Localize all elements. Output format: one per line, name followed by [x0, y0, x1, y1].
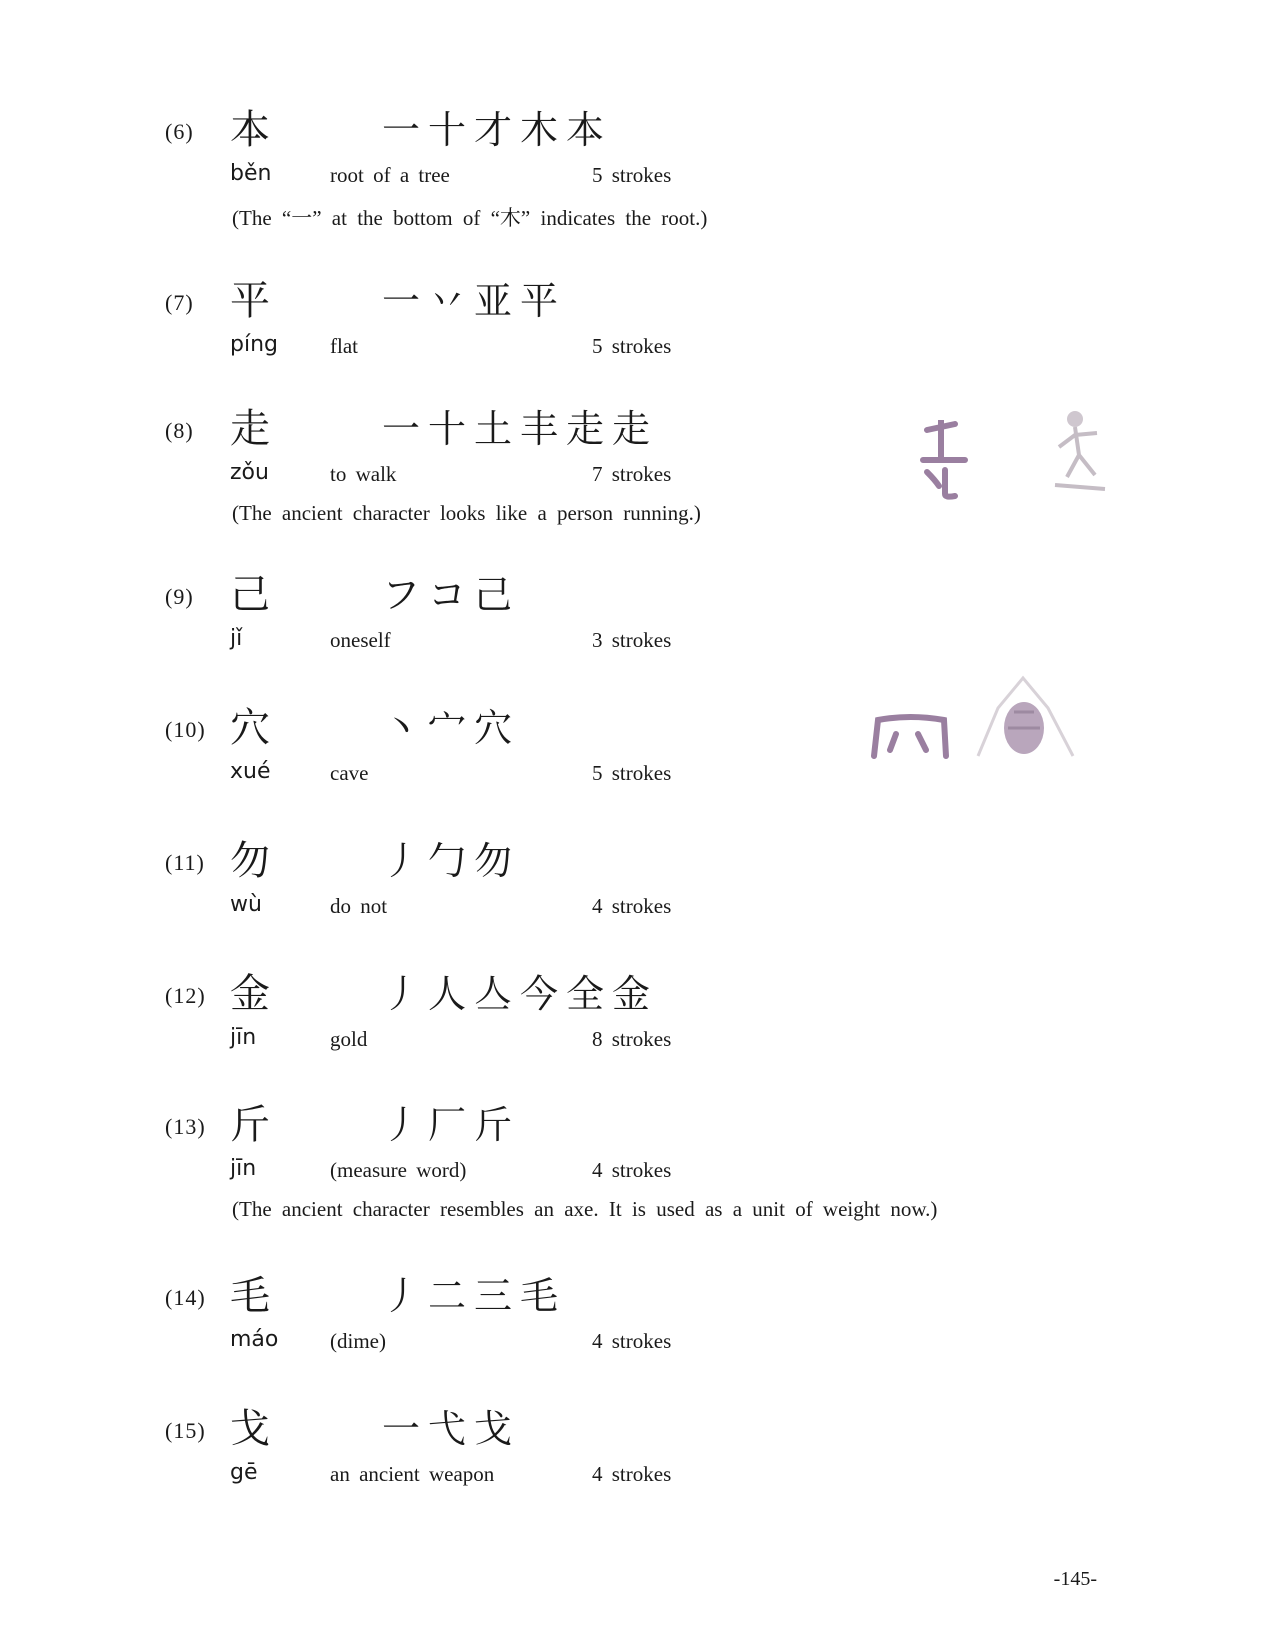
meaning: (measure word): [330, 1158, 467, 1182]
stroke-step: 二: [427, 1274, 466, 1318]
stroke-order: [380, 404, 652, 454]
character-entry: [0, 703, 1275, 843]
stroke-step: 十: [427, 108, 466, 152]
stroke-count: 4 strokes: [592, 1462, 672, 1486]
stroke-count: 8 strokes: [592, 1027, 672, 1051]
stroke-step: 土: [473, 407, 512, 451]
character-entry: [0, 1271, 1275, 1411]
stroke-step: 一: [381, 407, 420, 451]
character: 金: [230, 971, 270, 1017]
stroke-count: 4 strokes: [592, 1329, 672, 1353]
pinyin: píng: [230, 332, 278, 357]
character-entry: [0, 276, 1275, 416]
stroke-step: 斤: [473, 1103, 512, 1147]
entry-number: (14): [165, 1285, 206, 1310]
character: 本: [230, 107, 270, 153]
character-entry: [0, 570, 1275, 710]
stroke-order: [380, 570, 514, 620]
stroke-step: 丶: [381, 706, 420, 750]
stroke-step: 人: [427, 972, 466, 1016]
meaning: oneself: [330, 628, 391, 652]
character-entry: [0, 969, 1275, 1109]
stroke-count: 4 strokes: [592, 894, 672, 918]
stroke-step: 一: [381, 108, 420, 152]
pinyin: máo: [230, 1327, 279, 1352]
entry-number: (11): [165, 850, 205, 875]
stroke-step: 走: [611, 407, 650, 451]
stroke-step: 走: [565, 407, 604, 451]
page-number: -145-: [1053, 1568, 1097, 1590]
note: (The ancient character resembles an axe. It is used as a unit of weight now.): [232, 1197, 938, 1221]
stroke-step: 全: [565, 972, 604, 1016]
pinyin: xué: [230, 759, 271, 784]
pinyin: jīn: [230, 1156, 257, 1181]
stroke-order: [380, 105, 606, 155]
stroke-step: 己: [473, 573, 512, 617]
entry-number: (13): [165, 1114, 206, 1139]
stroke-step: 厂: [427, 1103, 466, 1147]
note: (The “一” at the bottom of “木” indicates the root.): [232, 206, 708, 230]
stroke-step: 勹: [427, 839, 466, 883]
entry-number: (8): [165, 418, 194, 443]
stroke-step: 宀: [427, 706, 466, 750]
entry-number: (12): [165, 983, 206, 1008]
stroke-count: 7 strokes: [592, 462, 672, 486]
pinyin: gē: [230, 1460, 258, 1485]
stroke-step: 丿: [381, 1274, 420, 1318]
ancient-xue-glyph: [868, 712, 953, 760]
stroke-count: 4 strokes: [592, 1158, 672, 1182]
character: 平: [230, 278, 270, 324]
stroke-order: [380, 1100, 514, 1150]
entry-number: (15): [165, 1418, 206, 1443]
stroke-step: 一: [381, 1407, 420, 1451]
stroke-step: 一: [381, 279, 420, 323]
meaning: flat: [330, 334, 358, 358]
stroke-step: 亚: [473, 279, 512, 323]
stroke-step: 穴: [473, 706, 512, 750]
character: 穴: [230, 705, 270, 751]
pinyin: zǒu: [230, 460, 269, 485]
ancient-zou-glyph: [915, 420, 985, 500]
character: 走: [230, 406, 270, 452]
entry-number: (10): [165, 717, 206, 742]
meaning: gold: [330, 1027, 368, 1051]
ancient-zou-figure-icon: [1045, 405, 1115, 500]
stroke-step: 本: [565, 108, 604, 152]
pinyin: běn: [230, 161, 272, 186]
stroke-order: [380, 836, 514, 886]
stroke-step: 丷: [427, 279, 466, 323]
character: 己: [230, 572, 270, 618]
character-entry: [0, 1404, 1275, 1544]
stroke-order: [380, 1271, 560, 1321]
character: 戈: [230, 1406, 270, 1452]
stroke-step: 今: [519, 972, 558, 1016]
meaning: (dime): [330, 1329, 386, 1353]
stroke-count: 5 strokes: [592, 761, 672, 785]
meaning: to walk: [330, 462, 397, 486]
stroke-count: 3 strokes: [592, 628, 672, 652]
stroke-step: コ: [427, 573, 466, 617]
entry-number: (9): [165, 584, 194, 609]
note: (The ancient character looks like a person running.): [232, 501, 701, 525]
stroke-step: 木: [519, 108, 558, 152]
stroke-step: 弋: [427, 1407, 466, 1451]
stroke-step: 丰: [519, 407, 558, 451]
stroke-step: 毛: [519, 1274, 558, 1318]
stroke-step: 金: [611, 972, 650, 1016]
character-entry: [0, 1100, 1275, 1240]
stroke-step: 勿: [473, 839, 512, 883]
stroke-step: 戈: [473, 1407, 512, 1451]
stroke-step: 丿: [381, 972, 420, 1016]
stroke-step: 平: [519, 279, 558, 323]
pinyin: wù: [230, 892, 262, 917]
stroke-step: 亼: [473, 972, 512, 1016]
stroke-order: [380, 969, 652, 1019]
meaning: an ancient weapon: [330, 1462, 495, 1486]
character: 勿: [230, 838, 270, 884]
stroke-order: [380, 1404, 514, 1454]
ancient-cave-sketch-icon: [968, 668, 1083, 763]
stroke-step: 丿: [381, 839, 420, 883]
stroke-order: [380, 276, 560, 326]
pinyin: jǐ: [230, 626, 243, 651]
stroke-step: 十: [427, 407, 466, 451]
character: 斤: [230, 1102, 270, 1148]
character-entry: [0, 836, 1275, 976]
meaning: cave: [330, 761, 369, 785]
character: 毛: [230, 1273, 270, 1319]
meaning: do not: [330, 894, 388, 918]
pinyin: jīn: [230, 1025, 257, 1050]
meaning: root of a tree: [330, 163, 450, 187]
stroke-count: 5 strokes: [592, 334, 672, 358]
stroke-step: フ: [381, 573, 420, 617]
entry-number: (6): [165, 119, 194, 144]
stroke-step: 三: [473, 1274, 512, 1318]
entry-number: (7): [165, 290, 194, 315]
character-entry: [0, 105, 1275, 245]
stroke-count: 5 strokes: [592, 163, 672, 187]
stroke-order: [380, 703, 514, 753]
stroke-step: 才: [473, 108, 512, 152]
stroke-step: 丿: [381, 1103, 420, 1147]
